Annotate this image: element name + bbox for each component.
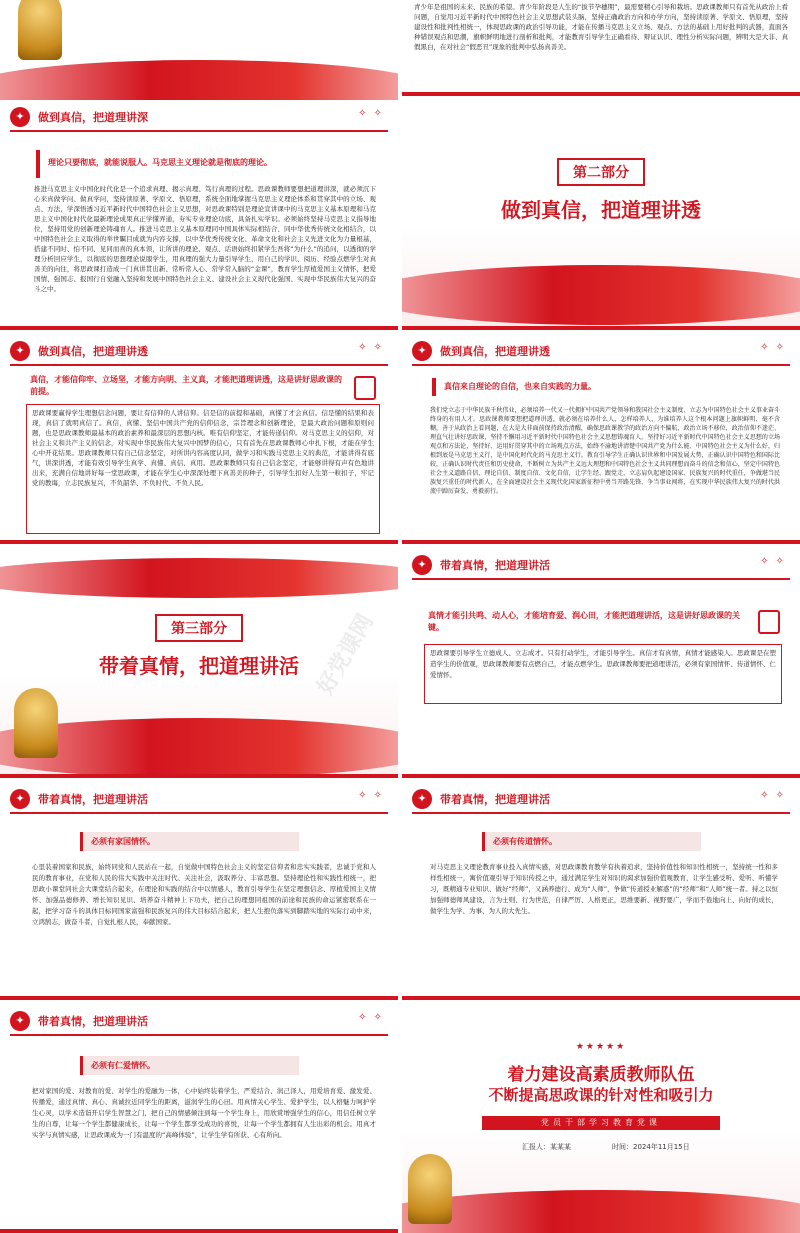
slide-quote: 真信，才能信仰牢、立场坚，才能方向明、主义真，才能把道理讲透，这是讲好思政课的前提。 [30,375,342,396]
watermark: 好党课网 [312,610,379,699]
part-label: 第三部分 [155,614,243,642]
birds-decoration: ✧ ✧ [760,556,786,567]
quote-bar [432,378,436,396]
bottom-bar [0,540,398,544]
birds-decoration: ✧ ✧ [760,790,786,801]
trumpet-decoration [18,0,62,60]
slide-paragraph: 推进马克思主义中国化时代化是一个追求真理、揭示真理、笃行真理的过程。思政课教师要想把道理讲深，就必须沉下心来真做学问、做真学问，坚持读原著、学原文、悟原理，系统全面地掌握马克思主义理论体系和贯穿其中的立场、观点、方法，学深悟透习近平新时代中国特色社会主义思想，对思政课特别是理论宣讲课中的马克思主义基本原理和马克思主义中国化时代化最新理论成果真正学懂弄通，夯实专业理论功底，具备扎实学识。必须始终坚持马克思主义指导地位，坚持用党的创新理论铸魂育人。推进马克思主义基本原理同中国具体实际相结合、同中华优秀传统文化相结合，以中国特色社会主义取得的举世瞩目成就为内容支撑，以中华优秀传统文化、革命文化和社会主义先进文化为力量根基，搭建不同时、怕不同、见同而喜的真本领，让所讲的理论、观点、话语始终扣紧学生吾将“为什么”的追问，以透彻的学理分析回应学生，以彻底的思想理论说服学生，用真理的强大力量引导学生，用自己的学识、阅历、经验点燃学生对真善美的向往，将思政课打造成一门真讲贯出新、常听常入心、常学常入脑的“金课”，教育学生厚植爱国主义情怀，把爱国情、强国志、报国行自觉融入坚持和发展中国特色社会主义、建设社会主义现代化强国、实现中华民族伟大复兴的奋斗之中。 [34,185,376,293]
document-icon [354,376,376,400]
bottom-bar [402,540,800,544]
stars-decoration: ★★★★★ [575,1042,627,1052]
red-ribbon-decoration [0,718,398,778]
book-icon: ✦ [10,1011,30,1031]
trumpet-decoration [14,688,58,758]
quote-bar [36,150,40,178]
section-title: 做到真信，把道理讲透 [501,198,701,222]
slide-header-title: 带着真情，把道理讲活 [38,793,148,806]
slide-paragraph: 心里装着国家和民族，始终同党和人民站在一起，自觉做中国特色社会主义的坚定信仰者和忠实实践者，忠诚于党和人民的教育事业，在党和人民的伟大实践中关注时代、关注社会，汲取养分、丰富思想。坚持理论性和实践性相统一，把思政小课堂同社会大课堂结合起来，在理论和实践的结合中以情感人，教育引导学生在坚定理想信念、厚植爱国主义情怀、加强品德修养、增长知识见识、培养奋斗精神上下功夫，把自己的理想同祖国的前途和民族的命运紧密联系在一起，把学习奋斗的具体目标同国家富强和民族复兴的伟大目标结合起来，把人生抱负落实到脚踏实地的实际行动中来，立鸿鹄志，做奋斗者，自觉扎根人民，奉献国家。 [32,863,376,926]
section-cover-part-2 [402,100,800,330]
birds-decoration: ✧ ✧ [358,342,384,353]
slide-quote: 真情才能引共鸣、动人心，才能培育爱、润心田，才能把道理讲活，这是讲好思政课的关键。 [428,611,740,632]
slide-header [412,554,790,580]
bottom-bar [0,326,398,330]
slide-header [10,106,388,132]
book-icon: ✦ [412,341,432,361]
book-icon: ✦ [412,789,432,809]
bottom-bar [0,996,398,1000]
slide-4 [0,334,398,544]
slide-paragraph: 青少年是祖国的未来、民族的希望。青少年阶段是人生的“拔节孕穗期”，最需要精心引导和栽培。思政课教师只有首先从政治上看问题，自觉用习近平新时代中国特色社会主义思想武装头脑，坚持正确政治方向和办学方向，坚持读原著、学原文、悟原理，坚持建设性和批判性相统一，体现思政课的政治引导功能，才能在传播马克思主义立场、观点、方法的基础上用好批判的武器，直面各种错误观点和思潮，旗帜鲜明地进行剖析和批判，才能教育引导学生正确看待、辩证认识、理性分析实际问题，辨明大是大非、真假黑白，在对社会“假恶丑”现象的批判中弘扬真善美。 [414,3,788,51]
slide-header-title: 带着真情，把道理讲活 [38,1015,148,1028]
bottom-bar [0,1229,398,1233]
book-icon: ✦ [10,341,30,361]
birds-decoration: ✧ ✧ [358,790,384,801]
trumpet-decoration [408,1154,452,1224]
bottom-bar [0,774,398,778]
section-title: 带着真情，把道理讲活 [99,654,299,678]
slide-paragraph: 思政课要引导学生立德成人、立志成才。只有打动学生，才能引导学生。真信才有真情，真情才能感染人。思政课是在塑造学生的价值观，思政课教师要有点燃自己，才能点燃学生。思政课教师要把道理讲活，必须有家国情怀、传道情怀、仁爱情怀。 [430,649,776,679]
slide-2 [0,100,398,330]
slide-header-title: 带着真情，把道理讲活 [440,559,550,572]
slide-10 [0,1004,398,1233]
slide-paragraph: 把对家国的爱、对教育的爱、对学生的爱融为一体，心中始终装着学生，严爱结合、润己泽人，用爱培育爱、激发爱、传播爱，通过真情、真心、真诚拉近同学生的距离，滋润学生的心田。用真情关心学生、爱护学生，以人格魅力呵护学生心灵，以学术造诣开启学生智慧之门，把自己的情感倾注到每一个学生身上，用欣赏增强学生的信心，用信任树立学生的自尊，让每一个学生都健康成长，让每一个学生都享受成功的喜悦，让每一个学生都拥有人生出彩的机会。用真才实学与真情实感，让思政课成为一门有温度的“高峰体验”，让学生学有所获、心有所向。 [32,1087,376,1139]
slide-quote: 真信来自理论的自信，也来自实践的力量。 [444,382,596,391]
bottom-bar [402,774,800,778]
section-tag: 必须有仁爱情怀。 [80,1056,299,1075]
slide-header-title: 做到真信，把道理讲透 [440,345,550,358]
book-icon: ✦ [10,107,30,127]
slide-header [412,340,790,366]
closing-title-line2: 不断提高思政课的针对性和吸引力 [488,1086,714,1104]
section-cover-part-3 [0,548,398,778]
red-ribbon-decoration [402,265,800,325]
book-icon: ✦ [10,789,30,809]
slide-header [10,1010,388,1036]
birds-decoration: ✧ ✧ [358,108,384,119]
section-tag: 必须有家国情怀。 [80,832,299,851]
slide-8 [0,782,398,1000]
part-label: 第二部分 [557,158,645,186]
document-icon [758,610,780,634]
reporter-label: 汇报人：某某某 [522,1143,571,1151]
slide-9 [402,782,800,1000]
slide-header-title: 带着真情，把道理讲活 [440,793,550,806]
bottom-bar [402,326,800,330]
birds-decoration: ✧ ✧ [358,1012,384,1023]
slide-header-title: 做到真信，把道理讲透 [38,345,148,358]
slide-text-top-right [402,0,800,96]
slide-header-title: 做到真信，把道理讲深 [38,111,148,124]
slide-quote: 理论只要彻底，就能说服人。马克思主义理论就是彻底的理论。 [48,158,272,167]
red-ribbon-top-decoration [0,558,398,598]
slide-paragraph: 我们党立志于中华民族千秋伟业，必须培养一代又一代拥护中国共产党领导和我国社会主义制度、立志为中国特色社会主义事业奋斗终身的有用人才。思政课教师要想把道理讲透，就必须在培养什么人、怎样培养人、为谁培养人这个根本问题上旗帜鲜明、毫不含糊，善于从政治上看问题，在大是大非面前保持政治清醒，确保思政课教学的政治方向不偏航、政治立场不移位，政治信仰不迷茫、理直气壮讲好思政课，坚持不懈用习近平新时代中国特色社会主义思想铸魂育人。坚持好习近平新时代中国特色社会主义思想的立场观点和方法论，坚持好、运用好贯穿其中的立场观点方法，始终不渝地讲清楚中国共产党为什么能、中国特色社会主义为什么好，归根到底是马克思主义行，是中国化时代化的马克思主义行。教育引导学生正确认识世界和中国发展大势，正确认识中国特色和国际比较，正确认识时代责任和历史使命，不断树立为共产主义远大理想和中国特色社会主义共同理想而奋斗的信念和信心，坚定中国特色社会主义道路自信、理论自信、制度自信、文化自信，让学生经、跟党走，立志肩负起建设国家、民族复兴的时代重任，争做堪当民族复兴重任的时代新人，在全面建设社会主义现代化国家新征程中勇当开路先锋、争当事业闯将，在实现中华民族伟大复兴的时代洪流中踔厉奋发、勇毅前行。 [430,407,780,495]
bottom-bar [402,92,800,96]
time-label: 时间：2024年11月15日 [612,1143,690,1151]
slide-header [10,340,388,366]
closing-banner: 党员干部学习教育党课 [482,1116,720,1130]
bottom-bar [402,996,800,1000]
slide-5 [402,334,800,544]
section-tag: 必须有传道情怀。 [482,832,701,851]
slide-paragraph: 对马克思主义理论教育事业投入真情实感，对思政课教育教学有执着追求，坚持价值性和知识性相统一，坚持统一性和多样性相统一，寓价值观引导于知识传授之中，通过满足学生对知识的渴求加强价值观教育，让学生感受听、爱听、听懂学习，既精通专业知识、做好“经师”，又涵养德行、成为“人师”，争做“传道授业解惑”的“经师”和“人师”统一者。持之以恒加强师德师风建设，言为士则、行为世范，自律严厉、人格更正，思维要新、视野要广，学而不倦地向上、向好的成长，做学生为学、为事、为人的大先生。 [430,863,778,915]
slide-7 [402,548,800,778]
slide-header [10,788,388,814]
closing-cover [402,1004,800,1233]
book-icon: ✦ [412,555,432,575]
slide-paragraph: 思政课要赢得学生理想信念问题，要让有信仰的人讲信仰。信是信的前提和基础，真懂了才会真信。信是懂的结果和表现，真信了就明真信了。真信，真懂、坚信中国共产党的信仰信念，宗旨理念和创新理论，是最大政治问题和原则问题，也是思政课教师最基本的政治素养和最深层的思想内核。唯有信仰坚定，才能传递信仰。对马克思主义的信仰，对社会主义和共产主义的信念，对实现中华民族伟大复兴中国梦的信心，只有首先在思政课教师心中扎下根，才能在学生心中开花结果。思政课教师只有自己信念坚定，对所讲内容高度认同，做学习和实践马克思主义的典范，才能讲得有底气，讲深讲透，才能有效引导学生真学、真懂、真信、真用。思政课教师只有自己信念坚定，才能够讲得有声有色地讲出来，充满自信地讲好每一堂思政课，才能在学生心中深深处理下真善美的种子，引导学生扣好人生第一粒扣子，牢记党的教诲，立志民族复兴，不负韶华、不负时代、不负人民。 [32,409,374,487]
birds-decoration: ✧ ✧ [760,342,786,353]
closing-title-line1: 着力建设高素质教师队伍 [507,1065,695,1085]
slide-header [412,788,790,814]
red-ribbon-decoration [402,1190,800,1233]
